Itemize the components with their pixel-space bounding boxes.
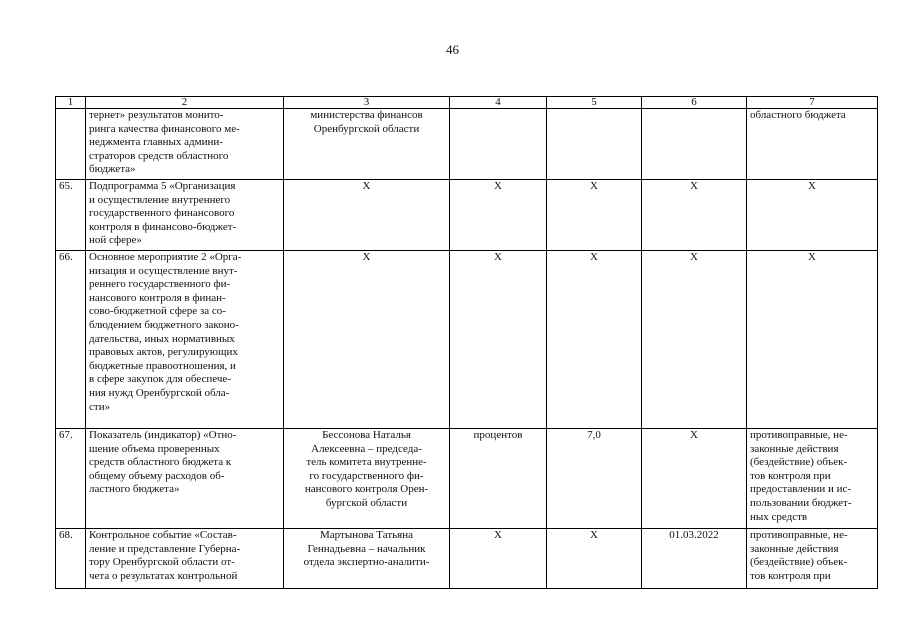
page-number: 46: [446, 42, 459, 57]
value-cell: [547, 109, 642, 180]
unit-cell: X: [450, 180, 547, 251]
name-cell: тернет» результатов монито- ринга качества финансового ме- неджмента главных админи- страторов средств областного бюджета»: [86, 109, 284, 180]
responsible-cell: Мартынова Татьяна Геннадьевна – начальник отдела экспертно-аналити-: [284, 529, 450, 589]
name-cell: Подпрограмма 5 «Организация и осуществление внутреннего государственного финансового контроля в финансово-бюджет- ной сфере»: [86, 180, 284, 251]
table-header-row: [56, 97, 878, 109]
column-header: 2: [86, 97, 284, 109]
column-header: 4: [450, 97, 547, 109]
responsible-cell: X: [284, 180, 450, 251]
table-row: [56, 109, 878, 180]
result-cell: X: [747, 251, 878, 429]
date-cell: X: [642, 429, 747, 529]
column-header: 7: [747, 97, 878, 109]
responsible-cell: Бессонова Наталья Алексеевна – председа- тель комитета внутренне- го государственного фи- нансового контроля Орен- бургской области: [284, 429, 450, 529]
table-row: [56, 251, 878, 429]
row-number-cell: 66.: [56, 251, 86, 429]
row-number-cell: [56, 109, 86, 180]
unit-cell: X: [450, 251, 547, 429]
date-cell: X: [642, 251, 747, 429]
name-cell: Контрольное событие «Состав- ление и представление Губерна- тору Оренбургской области от- чета о результатах контрольной: [86, 529, 284, 589]
row-number-cell: 68.: [56, 529, 86, 589]
value-cell: 7,0: [547, 429, 642, 529]
date-cell: 01.03.2022: [642, 529, 747, 589]
value-cell: X: [547, 251, 642, 429]
unit-cell: процентов: [450, 429, 547, 529]
column-header: 5: [547, 97, 642, 109]
result-cell: областного бюджета: [747, 109, 878, 180]
result-cell: X: [747, 180, 878, 251]
unit-cell: X: [450, 529, 547, 589]
name-cell: Основное мероприятие 2 «Орга- низация и осуществление внут- реннего государственного фи- нансового контроля в финан- сово-бюджетной сфере за со- блюдением бюджетного законо- дательства, иных нормативных правовых актов, регулирующих бюджетные правоотношения, и в сфере закупок для обеспече- ния нужд Оренбургской обла- сти»: [86, 251, 284, 429]
table-row: [56, 529, 878, 589]
table-row: [56, 180, 878, 251]
result-cell: противоправные, не- законные действия (бездействие) объек- тов контроля при: [747, 529, 878, 589]
table-row: [56, 429, 878, 529]
column-header: 3: [284, 97, 450, 109]
result-cell: противоправные, не- законные действия (бездействие) объек- тов контроля при предоставлении и ис- пользовании бюджет- ных средств: [747, 429, 878, 529]
unit-cell: [450, 109, 547, 180]
column-header: 6: [642, 97, 747, 109]
row-number-cell: 65.: [56, 180, 86, 251]
value-cell: X: [547, 180, 642, 251]
document-table: [55, 96, 878, 589]
responsible-cell: X: [284, 251, 450, 429]
responsible-cell: министерства финансов Оренбургской области: [284, 109, 450, 180]
row-number-cell: 67.: [56, 429, 86, 529]
name-cell: Показатель (индикатор) «Отно- шение объема проверенных средств областного бюджета к общему объему расходов об- ластного бюджета»: [86, 429, 284, 529]
date-cell: X: [642, 180, 747, 251]
date-cell: [642, 109, 747, 180]
column-header: 1: [56, 97, 86, 109]
value-cell: X: [547, 529, 642, 589]
